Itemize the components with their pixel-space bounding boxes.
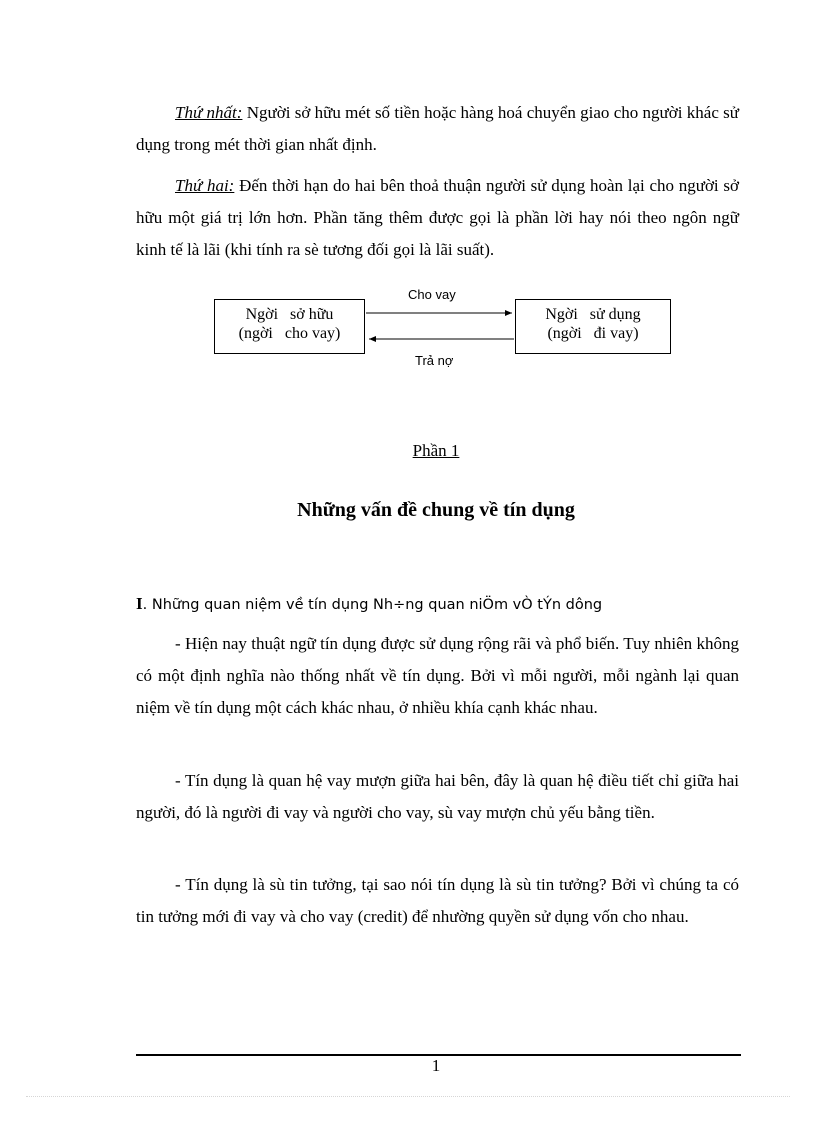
paragraph-first-lead: Thứ nhất:	[175, 103, 243, 122]
lender-line2: (ngời cho vay)	[238, 325, 341, 342]
section-number: I	[136, 594, 143, 613]
chapter-title: Những vấn đề chung về tín dụng	[297, 499, 575, 521]
diagram-arrows	[0, 0, 816, 400]
lender-line1: Ngời sở hữu	[245, 306, 334, 323]
paragraph-second-lead: Thứ hai:	[175, 176, 235, 195]
page-edge-dotted	[26, 1096, 790, 1097]
body-paragraph-2: - Tín dụng là quan hệ vay mượn giữa hai bên, đây là quan hệ điều tiết chỉ giữa hai người, đó là người đi vay và người cho vay, sù vay mượn chủ yếu bằng tiền.	[136, 771, 739, 822]
paragraph-second-text: Đến thời hạn do hai bên thoả thuận người sử dụng hoàn lại cho người sở hữu một giá trị lớn hơn. Phần tăng thêm được gọi là phần lời hay nói theo ngôn ngữ kinh tế là lãi (khi tính ra sè tương đối gọi là lãi suất).	[136, 176, 739, 259]
paragraph-first-text: Người sở hữu mét số tiền hoặc hàng hoá chuyển giao cho người khác sử dụng trong mét thời gian nhất định.	[136, 103, 739, 154]
lender-box	[214, 299, 365, 354]
borrower-box	[515, 299, 671, 354]
body-paragraph-3: - Tín dụng là sù tin tưởng, tại sao nói tín dụng là sù tin tưởng? Bởi vì chúng ta có tin tưởng mới đi vay và cho vay (credit) để nhường quyền sử dụng vốn cho nhau.	[136, 875, 739, 926]
section-title: . Những quan niệm về tín dụng Nh÷ng quan niÖm vÒ tÝn dông	[142, 597, 603, 613]
borrower-line2: (ngời đi vay)	[547, 325, 639, 342]
body-paragraph-1: - Hiện nay thuật ngữ tín dụng được sử dụng rộng rãi và phổ biến. Tuy nhiên không có một định nghĩa nào thống nhất về tín dụng. Bởi vì mỗi người, mỗi ngành lại quan niệm về tín dụng một cách khác nhau, ở nhiều khía cạnh khác nhau.	[136, 634, 739, 717]
borrower-line1: Ngời sử dụng	[545, 306, 641, 323]
repay-arrow-label: Trả nợ	[415, 353, 454, 368]
page-number: 1	[431, 1056, 441, 1075]
section-heading	[136, 594, 739, 614]
part-label: Phần 1	[412, 441, 460, 460]
lend-arrow-label: Cho vay	[408, 287, 456, 302]
